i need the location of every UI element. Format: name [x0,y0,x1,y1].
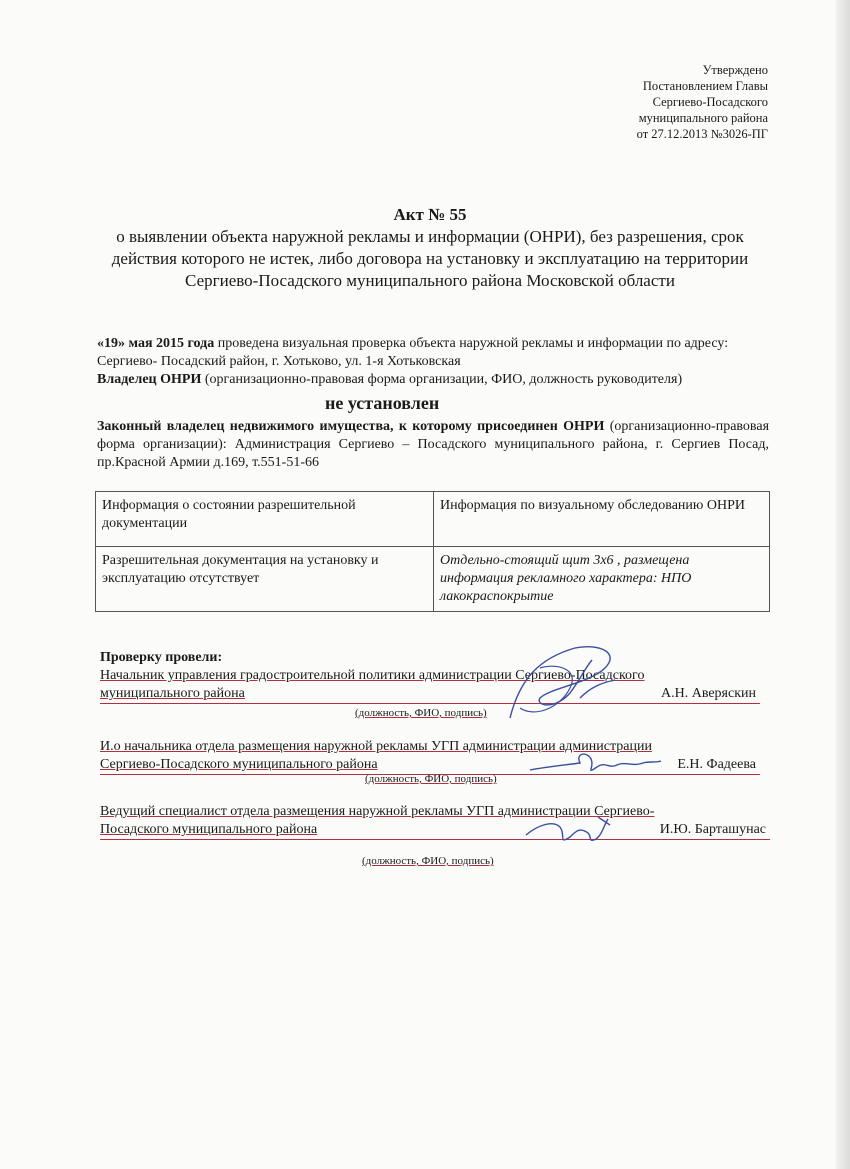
table-header-cell: Информация по визуальному обследованию ОНРИ [434,492,770,547]
lawful-owner-label: Законный владелец недвижимого имущества, к которому присоединен ОНРИ [97,419,605,434]
page-edge-shadow [836,0,850,1169]
inspector-name: Е.Н. Фадеева [677,757,756,772]
signature-caption: (должность, ФИО, подпись) [362,855,494,867]
lawful-owner-paragraph [97,418,769,472]
act-number: Акт № 55 [393,205,467,224]
owner-value: не установлен [325,393,440,413]
table-header-cell: Информация о состоянии разрешительной документации [96,492,434,547]
document-title [95,204,765,292]
owner-text: (организационно-правовая форма организации, ФИО, должность руководителя) [201,372,683,387]
inspector-position: Посадского муниципального района [100,822,318,837]
inspector-position: Ведущий специалист отдела размещения наружной рекламы УГП администрации Сергиево- [100,804,655,819]
signature-caption: (должность, ФИО, подпись) [365,773,497,785]
inspectors-heading: Проверку провели: [100,650,223,665]
inspector-name: И.Ю. Барташунас [659,822,766,837]
signature-line [100,803,762,821]
inspector-1 [100,667,762,704]
inspector-name: А.Н. Аверяскин [660,686,756,701]
owner-label: Владелец ОНРИ [97,372,202,387]
inspector-position: Начальник управления градостроительной политики администрации Сергиево-Посадского [100,668,645,683]
inspection-date: «19» мая 2015 года [97,336,215,351]
lawful-owner-text: (организационно-правовая форма организации): Администрация Сергиево – Посадского муниципального района, г. Сергиев Посад, пр.Красной Армии д.169, т.551-51-66 [97,419,770,470]
signature-2-mark [525,745,665,785]
inspection-text: проведена визуальная проверка объекта наружной рекламы и информации по адресу: Сергиево- Посадский район, г. Хотьково, ул. 1-я Хотьковская [97,336,729,369]
signature-line [100,685,760,704]
inspector-position: Сергиево-Посадского муниципального района [100,757,378,772]
signature-3-mark [518,805,618,855]
approval-line: от 27.12.2013 №3026-ПГ [636,127,768,141]
table-row [96,547,770,612]
owner-paragraph [97,371,769,389]
approval-block [528,62,768,142]
approval-line: Постановлением Главы [642,79,768,93]
inspector-3 [100,803,766,840]
approval-line: Сергиево-Посадского [652,95,768,109]
signature-caption: (должность, ФИО, подпись) [355,707,487,719]
approval-line: муниципального района [638,111,768,125]
approval-line: Утверждено [702,63,768,77]
table-cell: Отдельно-стоящий щит 3х6 , размещена информация рекламного характера: НПО лакокраспокрытие [434,547,770,612]
inspection-paragraph [97,335,769,371]
table-header-row [96,492,770,547]
info-table [95,491,770,612]
signature-line [100,821,770,840]
act-subtitle: о выявлении объекта наружной рекламы и информации (ОНРИ), без разрешения, срок действия которого не истек, либо договора на установку и эксплуатацию на территории Сергиево-Посадского муниципального района Московской области [111,227,749,290]
signature-line [100,667,762,685]
signature-1-mark [480,638,650,728]
inspector-position: муниципального района [100,686,245,701]
inspector-position: И.о начальника отдела размещения наружной рекламы УГП администрации администрации [100,739,652,754]
table-cell: Разрешительная документация на установку и эксплуатацию отсутствует [96,547,434,612]
